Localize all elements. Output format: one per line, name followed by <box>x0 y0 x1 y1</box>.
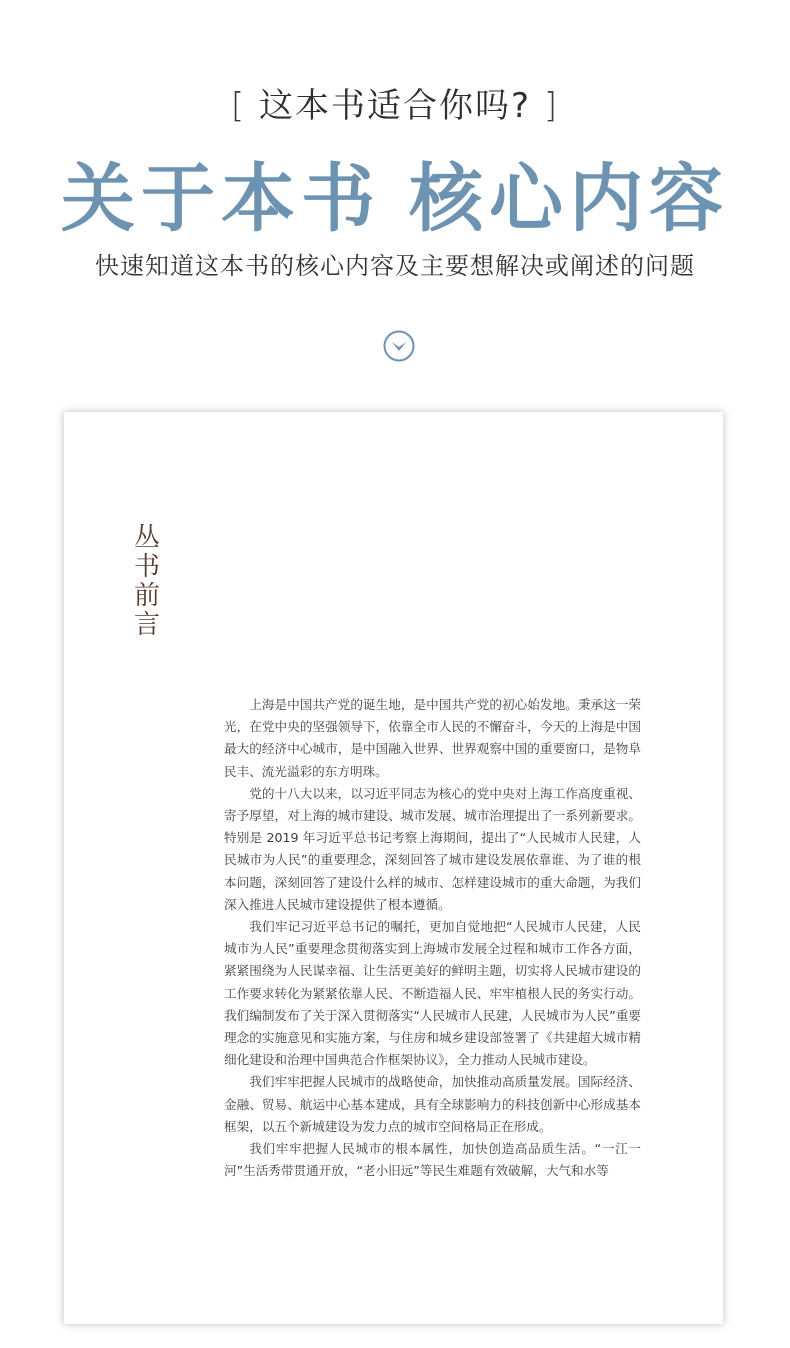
page-subtitle: 快速知道这本书的核心内容及主要想解决或阐述的问题 <box>95 252 695 280</box>
header <box>0 0 790 400</box>
eyebrow-close-bracket: ] <box>543 86 560 126</box>
section-title: 丛书前言 <box>134 523 161 640</box>
page-title <box>0 140 790 246</box>
book-page-preview <box>64 412 723 1324</box>
eyebrow-text: 这本书适合你吗? <box>258 86 532 126</box>
title-part-core-content: 核心内容 <box>409 156 729 242</box>
preface-body <box>224 694 641 1182</box>
paragraph: 党的十八大以来，以习近平同志为核心的党中央对上海工作高度重视、寄予厚望，对上海的城市建设、城市发展、城市治理提出了一系列新要求。特别是 2019 年习近平总书记考察上海期间，提出了“人民城市人民建，人民城市为人民”的重要理念，深刻回答了城市建设发展依靠谁、为了谁的根本问题，深刻回答了建设什么样的城市、怎样建设城市的重大命题，为我们深入推进人民城市建设提供了根本遵循。 <box>224 785 641 912</box>
title-part-about-book: 关于本书 <box>61 156 381 242</box>
paragraph: 我们牢记习近平总书记的嘱托，更加自觉地把“人民城市人民建，人民城市为人民”重要理念贯彻落实到上海城市发展全过程和城市工作各方面，紧紧围绕为人民谋幸福、让生活更美好的鲜明主题，切实将人民城市建设的工作要求转化为紧紧依靠人民、不断造福人民、牢牢植根人民的务实行动。我们编制发布了关于深入贯彻落实“人民城市人民建，人民城市为人民”重要理念的实施意见和实施方案，与住房和城乡建设部签署了《共建超大城市精细化建设和治理中国典范合作框架协议》，全力推动人民城市建设。 <box>224 919 641 1068</box>
paragraph: 我们牢牢把握人民城市的战略使命，加快推动高质量发展。国际经济、金融、贸易、航运中心基本建成，具有全球影响力的科技创新中心形成基本框架，以五个新城建设为发力点的城市空间格局正在形成。 <box>224 1074 641 1134</box>
eyebrow-open-bracket: [ <box>230 86 247 126</box>
paragraph: 我们牢牢把握人民城市的根本属性，加快创造高品质生活。“一江一河”生活秀带贯通开放，“老小旧远”等民生难题有效破解，大气和水等 <box>224 1141 641 1179</box>
chevron-down-circle-icon[interactable] <box>383 330 415 362</box>
eyebrow-question <box>0 78 790 127</box>
paragraph: 上海是中国共产党的诞生地，是中国共产党的初心始发地。秉承这一荣光，在党中央的坚强领导下，依靠全市人民的不懈奋斗，今天的上海是中国最大的经济中心城市，是中国融入世界、世界观察中国的重要窗口，是物阜民丰、流光溢彩的东方明珠。 <box>224 697 641 779</box>
